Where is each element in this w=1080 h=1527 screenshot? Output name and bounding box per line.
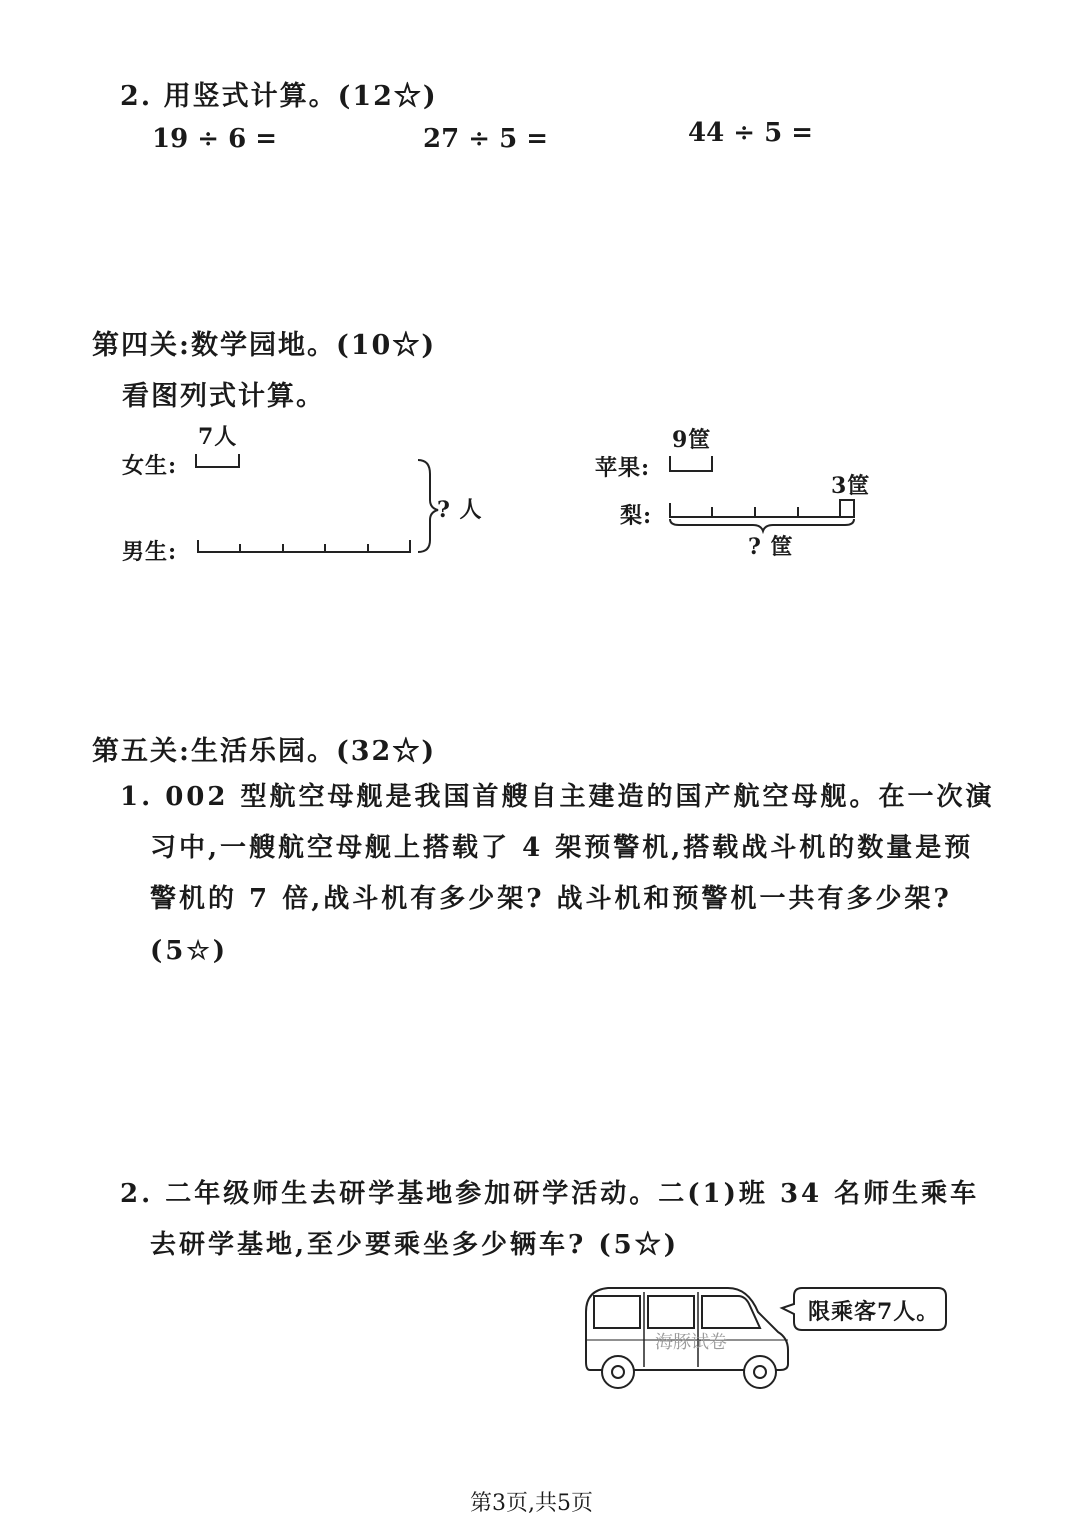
q2-line-2: 去研学基地,至少要乘坐多少辆车? (5☆) xyxy=(150,1230,680,1260)
diagram1-total: ? 人 xyxy=(437,497,483,523)
diagram2-total: ? 筐 xyxy=(748,534,794,560)
division-expr-3: 44 ÷ 5 = xyxy=(688,118,813,148)
division-expr-2: 27 ÷ 5 = xyxy=(423,124,548,154)
apples-value: 9筐 xyxy=(672,427,712,453)
watermark: 海豚试卷 xyxy=(655,1332,727,1353)
division-expr-1: 19 ÷ 6 = xyxy=(152,124,277,154)
speech-bubble-text: 限乘客7人。 xyxy=(808,1299,940,1325)
section-5-title: 第五关:生活乐园。(32☆) xyxy=(92,736,437,767)
boys-label: 男生: xyxy=(122,539,178,565)
diagram2-lines xyxy=(665,445,885,545)
girls-label: 女生: xyxy=(122,453,178,479)
question-2-title: 2. 用竖式计算。(12☆) xyxy=(120,81,438,112)
q1-line-4: (5☆) xyxy=(150,936,229,966)
section-4-title: 第四关:数学园地。(10☆) xyxy=(92,330,437,361)
q1-line-2: 习中,一艘航空母舰上搭载了 4 架预警机,搭载战斗机的数量是预 xyxy=(150,833,974,863)
page-footer: 第3页,共5页 xyxy=(470,1491,593,1516)
girls-value: 7人 xyxy=(198,424,238,450)
q2-line-1: 2. 二年级师生去研学基地参加研学活动。二(1)班 34 名师生乘车 xyxy=(120,1179,980,1209)
section-4-instruction: 看图列式计算。 xyxy=(122,381,325,412)
extra-value: 3筐 xyxy=(831,473,871,499)
q1-line-3: 警机的 7 倍,战斗机有多少架? 战斗机和预警机一共有多少架? xyxy=(150,884,952,914)
pears-label: 梨: xyxy=(620,503,653,529)
q1-line-1: 1. 002 型航空母舰是我国首艘自主建造的国产航空母舰。在一次演 xyxy=(120,782,995,812)
apples-label: 苹果: xyxy=(595,455,651,481)
diagram1-lines xyxy=(190,440,450,570)
